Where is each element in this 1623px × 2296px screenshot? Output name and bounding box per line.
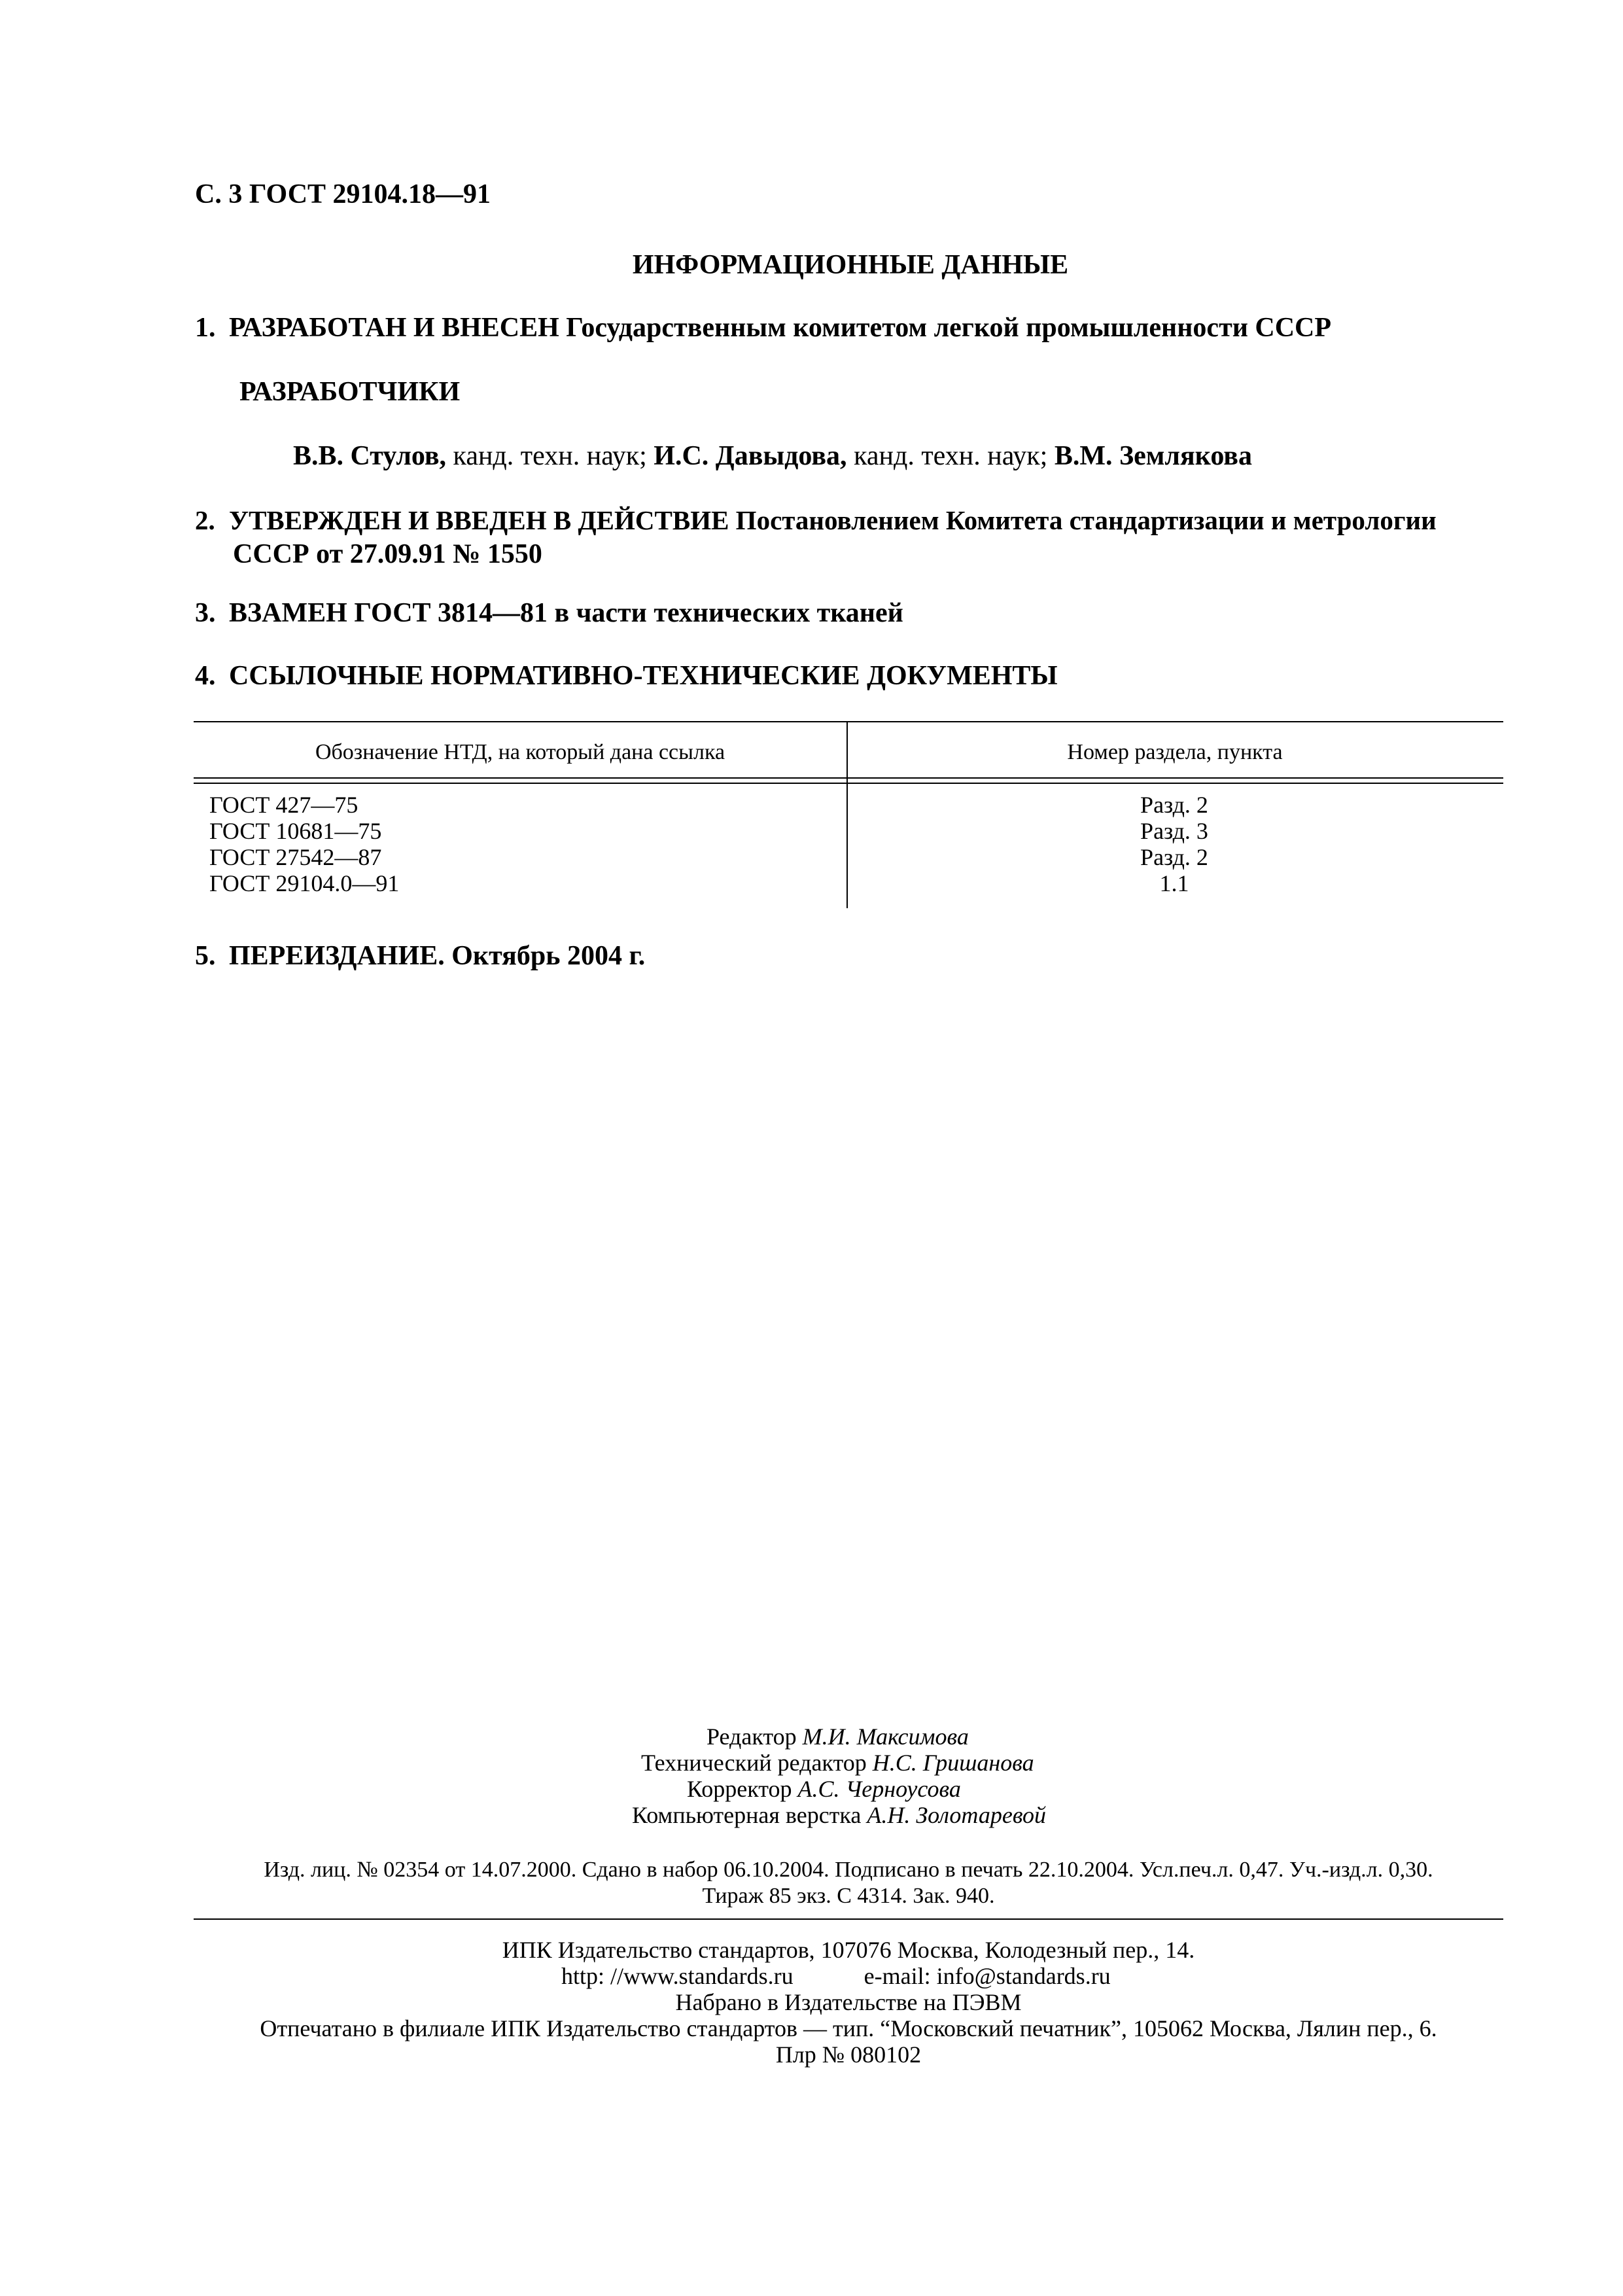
layout-name: А.Н. Золотаревой xyxy=(867,1802,1046,1828)
developers-line xyxy=(293,440,1252,472)
item-5-text: ПЕРЕИЗДАНИЕ. Октябрь 2004 г. xyxy=(229,941,646,971)
table-row-4-designation: ГОСТ 29104.0—91 xyxy=(209,870,400,896)
item-2 xyxy=(195,504,1437,537)
item-5-number: 5. xyxy=(195,941,216,971)
table-row-2-section: Разд. 3 xyxy=(1140,818,1208,844)
page-header: С. 3 ГОСТ 29104.18—91 xyxy=(195,179,491,209)
corrector-name: А.С. Черноусова xyxy=(797,1776,961,1802)
developer-2-name: И.С. Давыдова, xyxy=(654,441,847,471)
item-1 xyxy=(195,311,1331,344)
table-header-rule-2 xyxy=(194,783,1503,784)
table-row-3-section: Разд. 2 xyxy=(1140,844,1208,870)
item-4 xyxy=(195,660,1058,692)
imprint-editor xyxy=(707,1723,969,1750)
developer-1-name: В.В. Стулов, xyxy=(293,441,447,471)
item-5 xyxy=(195,940,645,972)
table-header-section: Номер раздела, пункта xyxy=(1067,740,1283,764)
item-4-text: ССЫЛОЧНЫЕ НОРМАТИВНО-ТЕХНИЧЕСКИЕ ДОКУМЕНТЫ xyxy=(229,661,1058,691)
table-row-1-section: Разд. 2 xyxy=(1140,792,1208,818)
publisher-url[interactable]: http: //www.standards.ru xyxy=(561,1963,794,1989)
item-4-number: 4. xyxy=(195,661,216,691)
item-1-number: 1. xyxy=(195,313,216,343)
editor-name: М.И. Максимова xyxy=(802,1723,969,1750)
table-row-3-designation: ГОСТ 27542—87 xyxy=(209,844,382,870)
imprint-corrector xyxy=(687,1776,961,1802)
publisher-line-2 xyxy=(561,1963,1111,1989)
imprint-tech-editor xyxy=(641,1750,1034,1776)
table-top-rule xyxy=(194,721,1503,722)
page-title: ИНФОРМАЦИОННЫЕ ДАННЫЕ xyxy=(632,250,1069,280)
publisher-line-5: Плр № 080102 xyxy=(775,2041,922,2068)
table-row-1-designation: ГОСТ 427—75 xyxy=(209,792,358,818)
developer-1-degree: канд. техн. наук; xyxy=(453,441,647,471)
developers-heading: РАЗРАБОТЧИКИ xyxy=(239,377,461,407)
table-header-designation: Обозначение НТД, на который дана ссылка xyxy=(315,740,725,764)
table-header-rule xyxy=(194,777,1503,779)
publisher-email[interactable]: e-mail: info@standards.ru xyxy=(864,1963,1111,1989)
tech-editor-label: Технический редактор xyxy=(641,1750,867,1776)
layout-label: Компьютерная верстка xyxy=(632,1802,862,1828)
publisher-line-1: ИПК Издательство стандартов, 107076 Москва, Колодезный пер., 14. xyxy=(502,1937,1195,1963)
tech-editor-name: Н.С. Гришанова xyxy=(872,1750,1034,1776)
table-row-4-section: 1.1 xyxy=(1159,870,1189,896)
item-2-line-1: УТВЕРЖДЕН И ВВЕДЕН В ДЕЙСТВИЕ Постановлением Комитета стандартизации и метрологии xyxy=(229,505,1437,535)
item-1-text: РАЗРАБОТАН И ВНЕСЕН Государственным комитетом легкой промышленности СССР xyxy=(229,313,1332,343)
table-row-2-designation: ГОСТ 10681—75 xyxy=(209,818,382,844)
corrector-label: Корректор xyxy=(687,1776,792,1802)
publisher-line-3: Набрано в Издательстве на ПЭВМ xyxy=(675,1989,1022,2015)
item-2-number: 2. xyxy=(195,505,215,535)
item-2-line-2: СССР от 27.09.91 № 1550 xyxy=(233,539,542,569)
imprint-print-line-2: Тираж 85 экз. С 4314. Зак. 940. xyxy=(702,1884,995,1908)
publisher-line-4: Отпечатано в филиале ИПК Издательство стандартов — тип. “Московский печатник”, 105062 Москва, Лялин пер., 6. xyxy=(260,2015,1437,2041)
item-3-number: 3. xyxy=(195,598,216,628)
editor-label: Редактор xyxy=(707,1723,797,1750)
developer-2-degree: канд. техн. наук; xyxy=(854,441,1048,471)
imprint-rule xyxy=(194,1918,1503,1920)
imprint-print-line-1: Изд. лиц. № 02354 от 14.07.2000. Сдано в набор 06.10.2004. Подписано в печать 22.10.2004. Усл.печ.л. 0,47. Уч.-изд.л. 0,30. xyxy=(264,1858,1433,1882)
imprint-layout xyxy=(632,1802,1046,1828)
item-3 xyxy=(195,597,903,629)
item-3-text: ВЗАМЕН ГОСТ 3814—81 в части технических тканей xyxy=(229,598,903,628)
developer-3-name: В.М. Землякова xyxy=(1054,441,1252,471)
